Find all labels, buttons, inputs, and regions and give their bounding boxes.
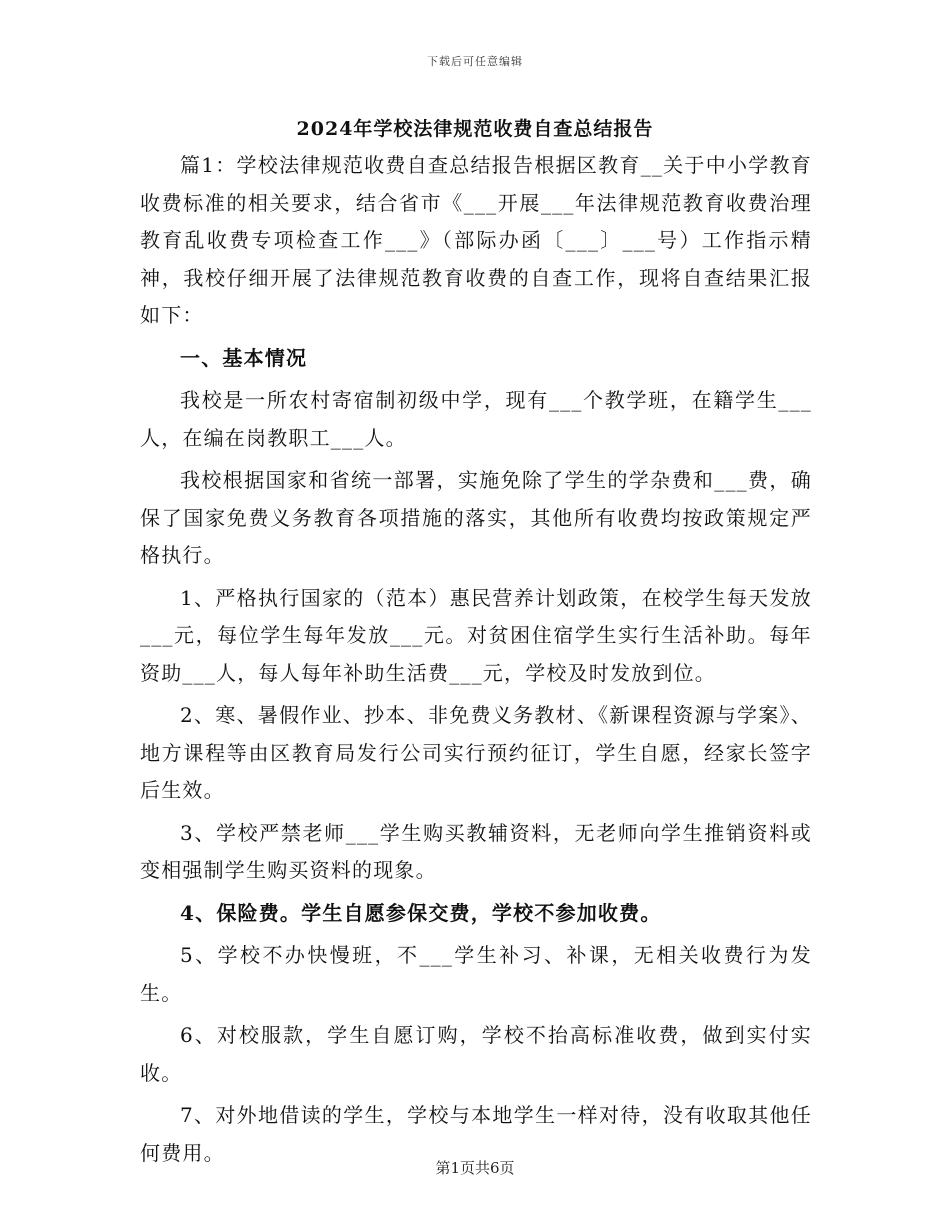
section-heading-basic-situation: 一、基本情况 bbox=[180, 345, 308, 370]
page-header-note: 下载后可任意编辑 bbox=[427, 55, 523, 68]
list-item-3-teaching-aids: 3、学校严禁老师___学生购买教辅资料，无老师向学生推销资料或变相强制学生购买资料的现象。 bbox=[140, 820, 812, 882]
document-body bbox=[140, 147, 812, 1177]
paragraph-school-overview: 我校是一所农村寄宿制初级中学，现有___个教学班，在籍学生___人，在编在岗教职工___人。 bbox=[140, 388, 812, 450]
paragraph-fee-exemption: 我校根据国家和省统一部署，实施免除了学生的学杂费和___费，确保了国家免费义务教育各项措施的落实，其他所有收费均按政策规定严格执行。 bbox=[140, 468, 812, 567]
list-item-5-tutoring: 5、学校不办快慢班，不___学生补习、补课，无相关收费行为发生。 bbox=[140, 943, 812, 1005]
list-item-2-materials: 2、寒、暑假作业、抄本、非免费义务教材、《新课程资源与学案》、地方课程等由区教育局发行公司实行预约征订，学生自愿，经家长签字后生效。 bbox=[140, 703, 812, 802]
list-item-7-transfer-students: 7、对外地借读的学生，学校与本地学生一样对待，没有收取其他任何费用。 bbox=[140, 1103, 812, 1165]
list-item-4-insurance: 4、保险费。学生自愿参保交费，学校不参加收费。 bbox=[180, 900, 662, 925]
page-number: 第1页共6页 bbox=[435, 1159, 515, 1177]
list-item-1-nutrition-plan: 1、严格执行国家的（范本）惠民营养计划政策，在校学生每天发放___元，每位学生每年发放___元。对贫困住宿学生实行生活补助。每年资助___人，每人每年补助生活费___元，学校及时发放到位。 bbox=[140, 585, 812, 685]
list-item-6-uniforms: 6、对校服款，学生自愿订购，学校不抬高标准收费，做到实付实收。 bbox=[140, 1023, 812, 1085]
paragraph-intro: 篇1：学校法律规范收费自查总结报告根据区教育__关于中小学教育收费标准的相关要求，结合省市《___开展___年法律规范教育收费治理教育乱收费专项检查工作___》（部际办函〔___〕___号）工作指示精神，我校仔细开展了法律规范教育收费的自查工作，现将自查结果汇报如下： bbox=[140, 153, 812, 327]
document-title: 2024年学校法律规范收费自查总结报告 bbox=[296, 118, 654, 140]
